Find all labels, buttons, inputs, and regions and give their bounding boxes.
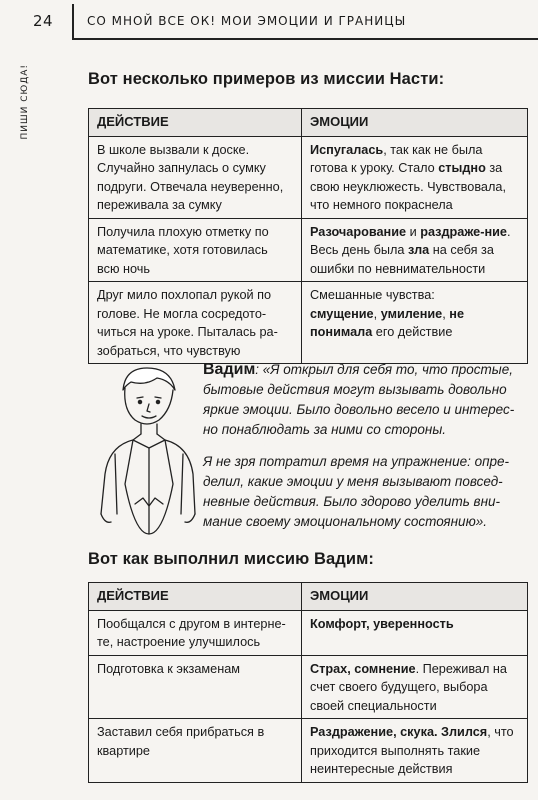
vadim-table: [88, 582, 528, 783]
table-row: [89, 282, 528, 364]
action-cell: Подготовка к экзаменам: [89, 655, 302, 719]
quote-paragraph-1: Вадим: «Я открыл для себя то, что простые, бытовые действия могут вызывать довольно яркие эмоции. Было довольно весело и интерес-но понаблюдать за ними со стороны.: [203, 361, 515, 437]
vadim-quote: [203, 360, 528, 544]
table-header-row: [89, 583, 528, 611]
quote-paragraph-2: Я не зря потратил время на упражнение: опре-делил, какие эмоции у меня вызывают повсед-невные действия. Было здорово уделить вни-мание своему эмоциональному состоянию».: [203, 454, 510, 529]
side-tab-label: ПИШИ СЮДА!: [20, 64, 30, 140]
section1-heading: Вот несколько примеров из миссии Насти:: [88, 70, 445, 88]
column-header-emotions: ЭМОЦИИ: [302, 109, 528, 137]
action-cell: Друг мило похлопал рукой по голове. Не могла сосредото-читься на уроке. Пыталась ра-зобраться, что чувствую: [89, 282, 302, 364]
action-cell: Получила плохую отметку по математике, хотя готовилась всю ночь: [89, 218, 302, 282]
emotions-cell: Испугалась, так как не была готова к уроку. Стало стыдно за свою неуклюжесть. Чувствовала, что немного покраснела: [302, 136, 528, 218]
speaker-name: Вадим: [203, 361, 256, 378]
header-rule: [72, 38, 538, 40]
column-header-action: ДЕЙСТВИЕ: [89, 583, 302, 611]
action-cell: Заставил себя прибраться в квартире: [89, 719, 302, 783]
emotions-cell: Смешанные чувства: смущение, умиление, не понимала его действие: [302, 282, 528, 364]
header-divider: [72, 4, 74, 38]
column-header-action: ДЕЙСТВИЕ: [89, 109, 302, 137]
table-row: [89, 136, 528, 218]
running-title: СО МНОЙ ВСЕ ОК! МОИ ЭМОЦИИ И ГРАНИЦЫ: [87, 14, 407, 28]
boy-illustration: [95, 364, 200, 536]
table-row: [89, 218, 528, 282]
action-cell: Пообщался с другом в интерне-те, настроение улучшилось: [89, 610, 302, 655]
emotions-cell: Комфорт, уверенность: [302, 610, 528, 655]
page-header: [0, 0, 538, 40]
table-header-row: [89, 109, 528, 137]
column-header-emotions: ЭМОЦИИ: [302, 583, 528, 611]
emotions-cell: Разочарование и раздраже-ние. Весь день была зла на себя за ошибки по невнимательности: [302, 218, 528, 282]
nastya-table: [88, 108, 528, 364]
page-number: 24: [33, 12, 54, 30]
table-row: [89, 610, 528, 655]
table-row: [89, 719, 528, 783]
table-row: [89, 655, 528, 719]
emotions-cell: Раздражение, скука. Злился, что приходится выполнять такие неинтересные действия: [302, 719, 528, 783]
section2-heading: Вот как выполнил миссию Вадим:: [88, 550, 374, 568]
action-cell: В школе вызвали к доске. Случайно запнулась о сумку подруги. Отвечала неуверенно, переживала за сумку: [89, 136, 302, 218]
emotions-cell: Страх, сомнение. Переживал на счет своего будущего, выбора своей специальности: [302, 655, 528, 719]
